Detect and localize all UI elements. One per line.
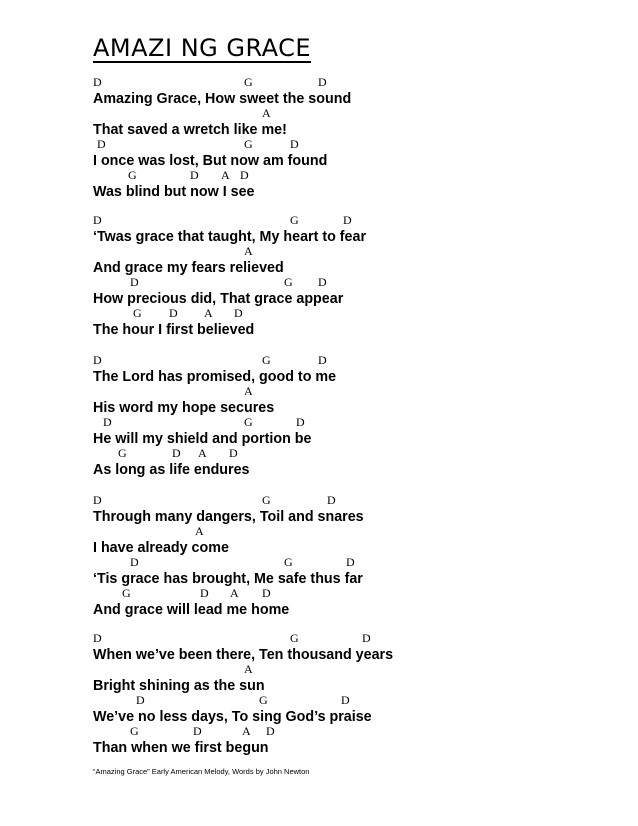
chord-label: G — [244, 75, 253, 89]
lyric-line: That saved a wretch like me! — [93, 122, 287, 138]
chord-label: D — [318, 353, 327, 367]
chord-label: D — [97, 137, 106, 151]
chord-label: A — [262, 106, 271, 120]
chord-label: D — [318, 75, 327, 89]
lyric-line: Was blind but now I see — [93, 184, 255, 200]
chord-label: G — [118, 446, 127, 460]
lyric-line: The hour I first believed — [93, 322, 255, 338]
chord-label: A — [195, 524, 204, 538]
chord-label: D — [343, 213, 352, 227]
lyric-line: As long as life endures — [93, 462, 250, 478]
lyric-line: His word my hope secures — [93, 400, 275, 416]
chord-label: D — [290, 137, 299, 151]
chord-label: G — [290, 213, 299, 227]
chord-label: D — [130, 275, 139, 289]
chord-label: D — [234, 306, 243, 320]
chord-label: G — [244, 415, 253, 429]
chord-label: G — [244, 137, 253, 151]
lyric-line: ‘Twas grace that taught, My heart to fear — [93, 229, 367, 245]
lyric-line: Amazing Grace, How sweet the sound — [93, 91, 352, 107]
chord-label: D — [193, 724, 202, 738]
chord-label: D — [169, 306, 178, 320]
chord-label: G — [262, 353, 271, 367]
chord-label: G — [259, 693, 268, 707]
chord-label: D — [262, 586, 271, 600]
chord-label: D — [93, 493, 102, 507]
lyric-line: Through many dangers, Toil and snares — [93, 509, 364, 525]
lyric-line: And grace my fears relieved — [93, 260, 284, 276]
chord-label: D — [341, 693, 350, 707]
lyric-line: And grace will lead me home — [93, 602, 290, 618]
lyric-line: We’ve no less days, To sing God’s praise — [93, 709, 372, 725]
chord-label: D — [130, 555, 139, 569]
chord-label: A — [230, 586, 239, 600]
lyric-line: ‘Tis grace has brought, Me safe thus far — [93, 571, 363, 587]
chord-label: D — [266, 724, 275, 738]
chord-label: D — [318, 275, 327, 289]
chord-label: D — [240, 168, 249, 182]
song-title: AMAZI NG GRACE — [93, 34, 312, 62]
chord-label: D — [93, 75, 102, 89]
chord-label: A — [242, 724, 251, 738]
chord-label: D — [327, 493, 336, 507]
chord-label: G — [262, 493, 271, 507]
chord-label: A — [244, 384, 253, 398]
chord-label: A — [198, 446, 207, 460]
lyric-line: The Lord has promised, good to me — [93, 369, 337, 385]
lyric-line: Bright shining as the sun — [93, 678, 265, 694]
chord-label: G — [284, 555, 293, 569]
song-credit: “Amazing Grace” Early American Melody, Words by John Newton — [93, 767, 310, 776]
chord-label: A — [244, 244, 253, 258]
chord-label: D — [136, 693, 145, 707]
chord-label: A — [221, 168, 230, 182]
chord-label: D — [93, 631, 102, 645]
chord-label: A — [204, 306, 213, 320]
chord-label: G — [130, 724, 139, 738]
chord-label: D — [103, 415, 112, 429]
chord-label: D — [296, 415, 305, 429]
lyric-line: He will my shield and portion be — [93, 431, 312, 447]
chord-label: D — [346, 555, 355, 569]
lyric-line: When we’ve been there, Ten thousand years — [93, 647, 394, 663]
chord-label: G — [290, 631, 299, 645]
chord-label: D — [200, 586, 209, 600]
chord-label: G — [284, 275, 293, 289]
chord-label: D — [190, 168, 199, 182]
chord-label: A — [244, 662, 253, 676]
chord-label: D — [172, 446, 181, 460]
chord-label: G — [133, 306, 142, 320]
chord-label: G — [122, 586, 131, 600]
lyric-line: How precious did, That grace appear — [93, 291, 344, 307]
chord-label: G — [128, 168, 137, 182]
chord-label: D — [229, 446, 238, 460]
lyric-line: I have already come — [93, 540, 229, 556]
chord-label: D — [362, 631, 371, 645]
chord-label: D — [93, 213, 102, 227]
lyric-line: Than when we first begun — [93, 740, 269, 756]
lyric-line: I once was lost, But now am found — [93, 153, 328, 169]
chord-label: D — [93, 353, 102, 367]
